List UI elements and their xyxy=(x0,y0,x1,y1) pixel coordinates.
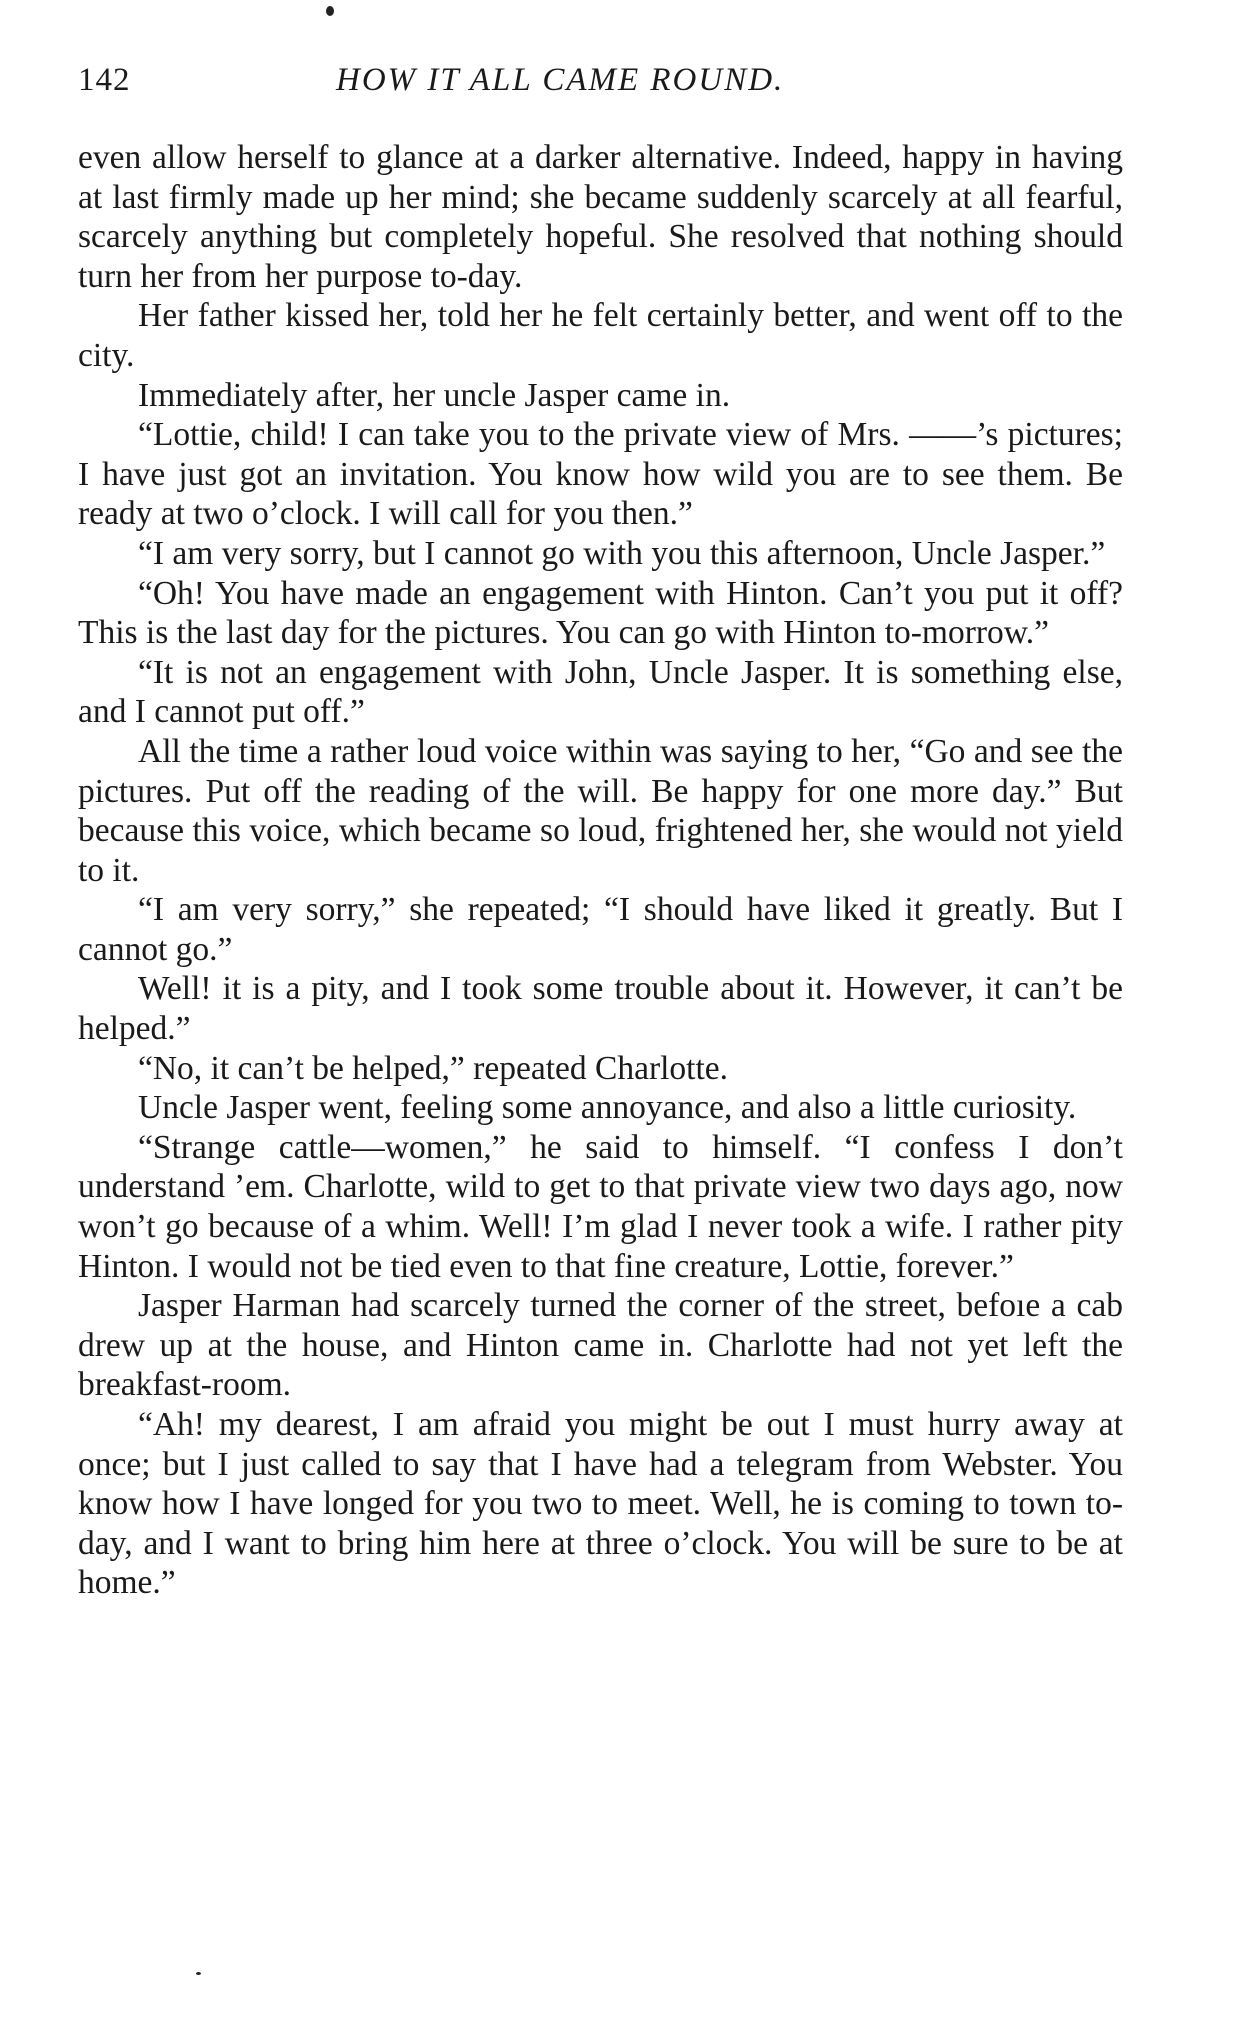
paragraph: “Oh! You have made an engagement with Hinton. Can’t you put it off? This is the last day for the pictures. You can go with Hinton to-morrow.” xyxy=(78,574,1123,652)
paragraph: “Strange cattle—women,” he said to himself. “I confess I don’t understand ’em. Charlotte, wild to get to that private view two days ago, now won’t go because of a whim. Well! I’m glad I never took a wife. I rather pity Hinton. I would not be tied even to that fine creature, Lottie, forever.” xyxy=(78,1128,1123,1285)
paragraph: “No, it can’t be helped,” repeated Charlotte. xyxy=(138,1049,729,1087)
page-header xyxy=(78,62,1118,110)
paragraph: “I am very sorry, but I cannot go with you this afternoon, Uncle Jasper.” xyxy=(138,534,1106,572)
page-number: 142 xyxy=(78,62,131,98)
ink-speck xyxy=(196,1972,201,1975)
paragraph: “I am very sorry,” she repeated; “I should have liked it greatly. But I cannot go.” xyxy=(78,891,1123,968)
paragraph: Her father kissed her, told her he felt certainly better, and went off to the city. xyxy=(78,297,1123,374)
paragraph: “It is not an engagement with John, Uncle Jasper. It is something else, and I cannot put off.” xyxy=(78,653,1123,731)
paragraph: Uncle Jasper went, feeling some annoyance, and also a little curiosity. xyxy=(138,1089,1077,1127)
paragraph: Immediately after, her uncle Jasper came in. xyxy=(138,376,731,414)
ink-speck xyxy=(326,6,334,16)
paragraph: “Lottie, child! I can take you to the private view of Mrs. ——’s pictures; I have just got an invitation. You know how wild you are to see them. Be ready at two o’clock. I will call for you then.” xyxy=(78,416,1123,533)
paragraph: even allow herself to glance at a darker alternative. Indeed, happy in having at last firmly made up her mind; she became suddenly scarcely at all fearful, scarcely anything but completely hopeful. She resolved that nothing should turn her from her purpose to-day. xyxy=(78,139,1123,295)
paragraph: Jasper Harman had scarcely turned the corner of the street, befoıe a cab drew up at the house, and Hinton came in. Charlotte had not yet left the breakfast-room. xyxy=(78,1287,1123,1404)
paragraph: “Ah! my dearest, I am afraid you might be out I must hurry away at once; but I just called to say that I have had a telegram from Webster. You know how I have longed for you two to meet. Well, he is coming to town to-day, and I want to bring him here at three o’clock. You will be sure to be at home.” xyxy=(78,1406,1123,1602)
running-head: HOW IT ALL CAME ROUND. xyxy=(336,62,785,98)
paragraph: Well! it is a pity, and I took some trouble about it. However, it can’t be helped.” xyxy=(78,970,1123,1048)
paragraph: All the time a rather loud voice within was saying to her, “Go and see the pictures. Put off the reading of the will. Be happy for one more day.” But because this voice, which became so loud, frightened her, she would not yield to it. xyxy=(78,732,1123,889)
body-text xyxy=(78,138,1123,1603)
